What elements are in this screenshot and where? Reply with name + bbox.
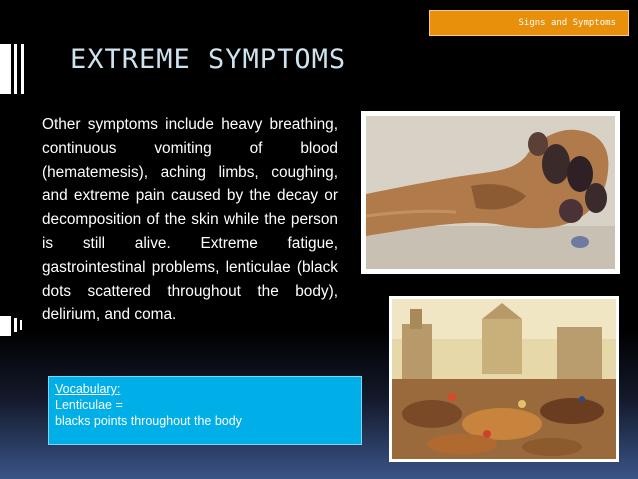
edge-stripe-2 — [21, 44, 24, 94]
edge-stripe-1 — [14, 44, 17, 94]
section-tag: Signs and Symptoms — [429, 10, 629, 36]
plague-painting — [389, 296, 619, 462]
edge-bar-bottom — [0, 316, 11, 336]
vocabulary-definition: blacks points throughout the body — [55, 414, 242, 428]
gangrenous-hand-photo — [361, 111, 620, 274]
edge-bar-top — [0, 44, 11, 94]
slide-body-text: Other symptoms include heavy breathing, continuous vomiting of blood (hematemesis), aching limbs, coughing, and extreme pain caused by the decay or decomposition of the skin while the person is still alive. Extreme fatigue, gastrointestinal problems, lenticulae (black dots scattered throughout the body), delirium, and coma. — [42, 116, 338, 324]
edge-stripe-4 — [20, 320, 22, 330]
vocabulary-term: Lenticulae = — [55, 398, 123, 412]
slide-title: EXTREME SYMPTOMS — [70, 44, 347, 75]
edge-stripe-3 — [14, 318, 17, 332]
hand-illustration — [366, 116, 615, 269]
vocabulary-heading: Vocabulary: — [55, 382, 121, 396]
painting-illustration — [392, 299, 616, 459]
vocabulary-box — [48, 376, 362, 445]
